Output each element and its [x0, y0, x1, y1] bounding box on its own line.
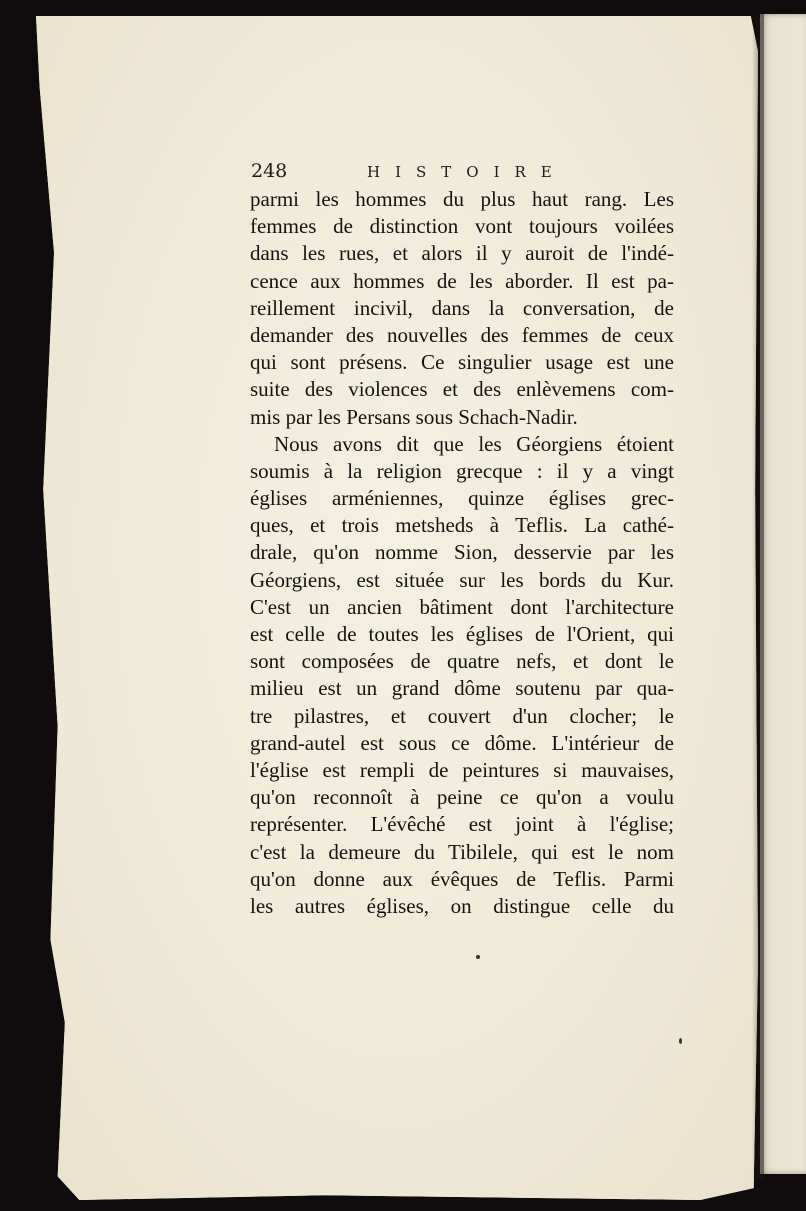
text-line: représenter. L'évêché est joint à l'église; [250, 812, 674, 837]
ink-speck [476, 955, 480, 959]
text-line: Géorgiens, est située sur les bords du Kur. [250, 567, 674, 592]
text-line: est celle de toutes les églises de l'Orient, qui [250, 622, 674, 646]
text-line: demander des nouvelles des femmes de ceux [250, 322, 674, 347]
page-number: 248 [251, 160, 288, 182]
text-line: ques, et trois metsheds à Teflis. La cathé- [250, 513, 674, 538]
text-line: églises arméniennes, quinze églises grec- [250, 486, 674, 511]
text-line: soumis à la religion grecque : il y a vingt [250, 458, 674, 483]
facing-page-edge [760, 14, 806, 1174]
text-line: grand-autel est sous ce dôme. L'intérieur de [250, 730, 674, 755]
paragraph-start-line: Nous avons dit que les Géorgiens étoient [274, 431, 674, 456]
text-line: les autres églises, on distingue celle du [250, 893, 674, 918]
page-header [251, 158, 671, 186]
text-line: dans les rues, et alors il y auroit de l'indé- [250, 241, 674, 266]
text-line: parmi les hommes du plus haut rang. Les [250, 187, 674, 211]
text-line: milieu est un grand dôme soutenu par qua- [250, 676, 674, 701]
text-line: drale, qu'on nomme Sion, desservie par les [250, 540, 674, 565]
text-line: suite des violences et des enlèvemens com- [250, 377, 674, 402]
text-line: cence aux hommes de les aborder. Il est pa- [250, 268, 674, 293]
ink-speck [679, 1038, 682, 1044]
text-line: qui sont présens. Ce singulier usage est une [250, 350, 674, 375]
body-text [250, 186, 674, 920]
text-line: reillement incivil, dans la conversation, de [250, 295, 674, 320]
text-line: femmes de distinction vont toujours voilées [250, 214, 674, 239]
text-line: C'est un ancien bâtiment dont l'architecture [250, 594, 674, 619]
gutter-shadow [752, 14, 764, 1179]
text-line: mis par les Persans sous Schach-Nadir. [250, 404, 578, 429]
text-line: c'est la demeure du Tibilele, qui est le nom [250, 839, 674, 864]
text-line: l'église est rempli de peintures si mauvaises, [250, 757, 674, 782]
text-line: tre pilastres, et couvert d'un clocher; le [250, 703, 674, 728]
text-line: qu'on reconnoît à peine ce qu'on a voulu [250, 785, 674, 810]
running-head: HISTOIRE [367, 163, 567, 181]
text-line: sont composées de quatre nefs, et dont le [250, 649, 674, 674]
text-line: qu'on donne aux évêques de Teflis. Parmi [250, 866, 674, 891]
